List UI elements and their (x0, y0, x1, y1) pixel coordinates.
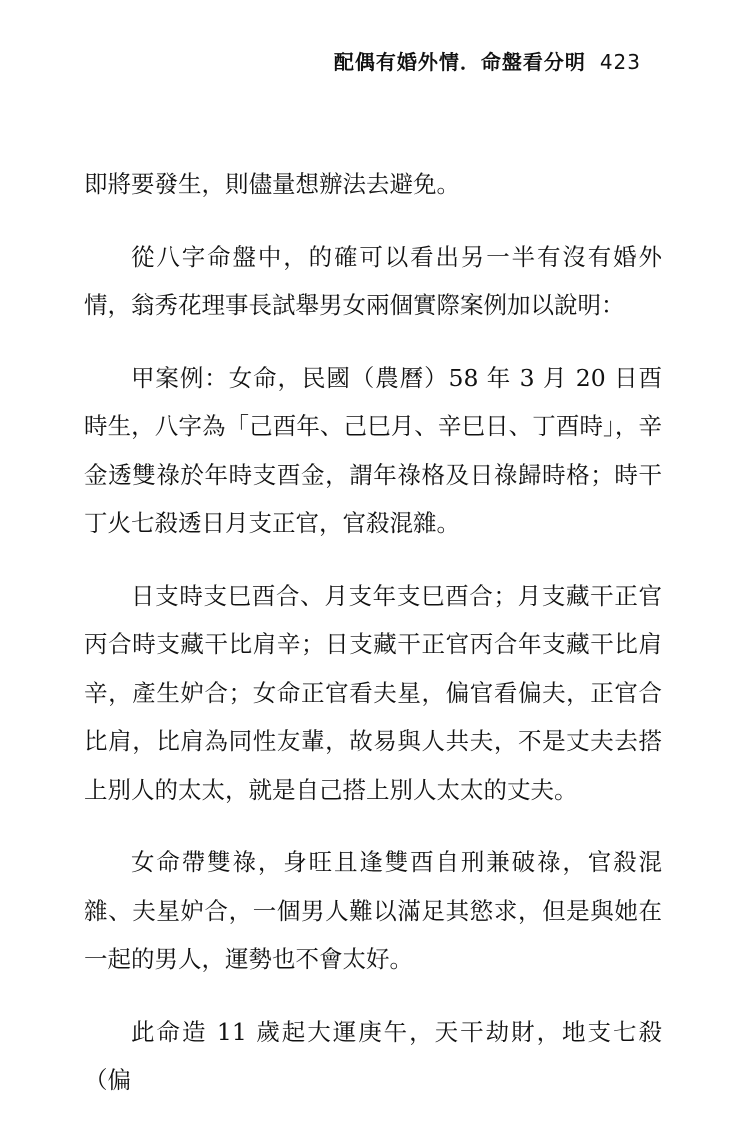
body-text (84, 160, 662, 1129)
paragraph: 此命造 11 歲起大運庚午，天干劫財，地支七殺（偏 (84, 1017, 662, 1094)
running-header (334, 46, 641, 75)
paragraph: 即將要發生，則儘量想辦法去避免。 (84, 170, 460, 198)
page-number: 423 (599, 50, 641, 74)
paragraph: 日支時支巳酉合、月支年支巳酉合；月支藏干正官丙合時支藏干比肩辛；日支藏干正官丙合年支藏干比肩辛，產生妒合；女命正官看夫星，偏官看偏夫，正官合比肩，比肩為同性友輩，故易與人共夫，不是丈夫去搭上別人的太太，就是自己搭上別人太太的丈夫。 (84, 581, 662, 804)
running-title: 配偶有婚外情．命盤看分明 (333, 50, 586, 74)
paragraph: 女命帶雙祿，身旺且逢雙酉自刑兼破祿，官殺混雜、夫星妒合，一個男人難以滿足其慾求，但是與她在一起的男人，運勢也不會太好。 (84, 848, 662, 973)
paragraph: 甲案例：女命，民國（農曆）58 年 3 月 20 日酉時生，八字為「己酉年、己巳月、辛巳日、丁酉時」，辛金透雙祿於年時支酉金，謂年祿格及日祿歸時格；時干丁火七殺透日月支正官，官殺混雜。 (84, 363, 662, 537)
paragraph: 從八字命盤中，的確可以看出另一半有沒有婚外情，翁秀花理事長試舉男女兩個實際案例加以說明： (84, 242, 662, 319)
